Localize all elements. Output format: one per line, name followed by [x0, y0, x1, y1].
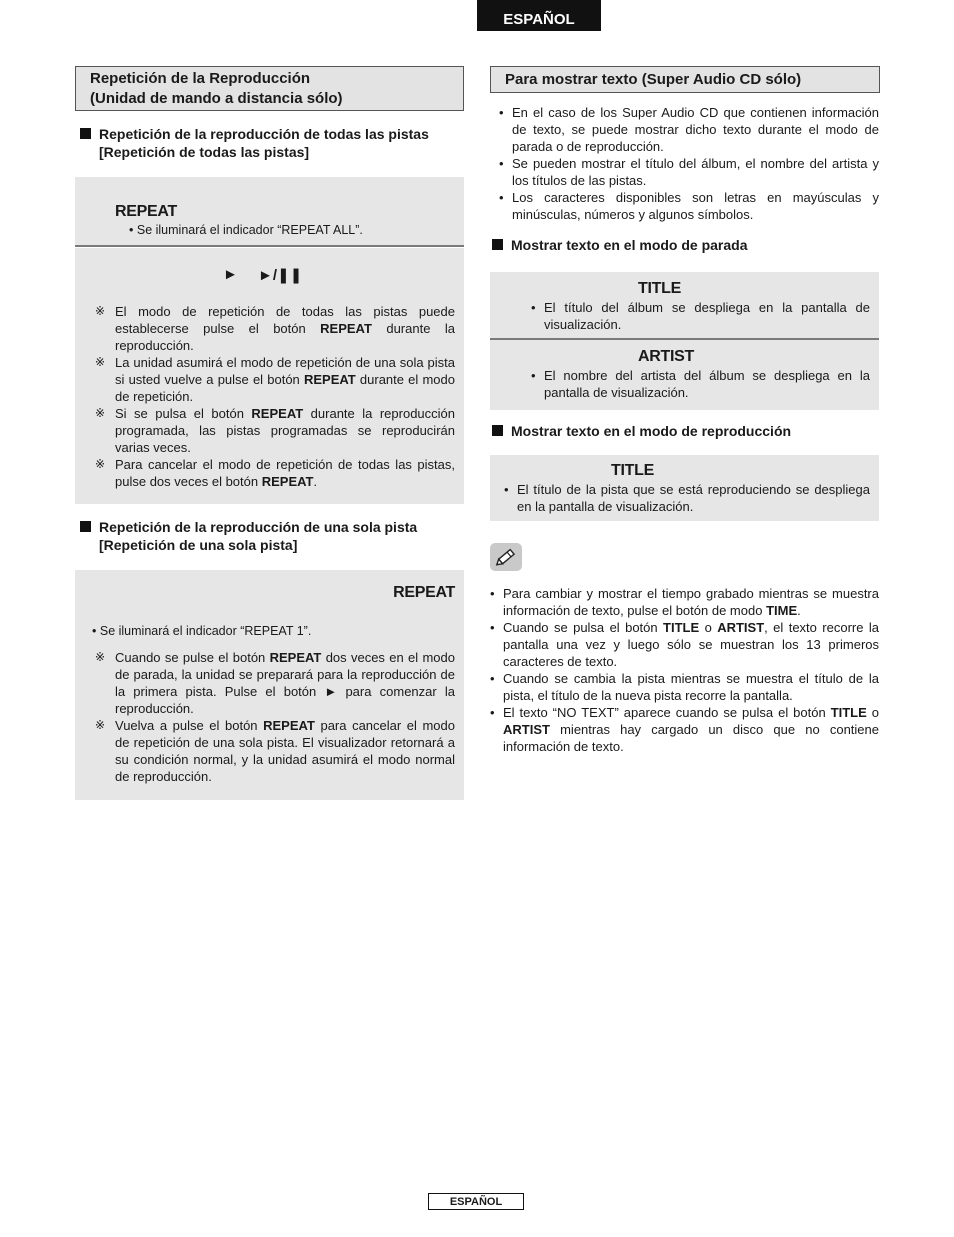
- subheading-all-tracks-line2: [Repetición de todas las pistas]: [99, 144, 310, 160]
- subheading-single-track-line2: [Repetición de una sola pista]: [99, 537, 298, 553]
- section-header-text-display: [490, 66, 880, 93]
- intro-bullets: [498, 104, 879, 223]
- subheading-all-tracks: [80, 125, 460, 161]
- square-bullet-icon: [492, 239, 503, 250]
- note-item: ※ El modo de repetición de todas las pistas puede establecerse pulse el botón REPEAT durante la reproducción.: [95, 304, 455, 353]
- section-title-line1: Repetición de la Reproducción: [90, 70, 311, 87]
- subheading-single-track: [80, 518, 460, 554]
- note-item: • Cuando se pulsa el botón TITLE o ARTIST, el texto recorre la pantalla una vez y luego sólo se muestran los 13 primeros caracteres de texto.: [489, 619, 879, 670]
- subheading-single-track-line1: Repetición de la reproducción de una sola pista: [99, 519, 418, 535]
- step1-bullet: • Se iluminará el indicador “REPEAT ALL”.: [129, 223, 363, 237]
- pencil-icon: [490, 543, 522, 571]
- play-title-bullet: [503, 481, 870, 515]
- section-header-repeat: [75, 66, 464, 111]
- step-box-repeat-one: [75, 570, 464, 800]
- step-box-repeat-all: [75, 177, 464, 245]
- repeat-key-label: REPEAT: [393, 584, 455, 601]
- intro-bullet: • Se pueden mostrar el título del álbum, el nombre del artista y los títulos de las pistas.: [498, 155, 879, 189]
- stop-title-bullet: [530, 299, 870, 333]
- play-icon: ►: [223, 266, 238, 283]
- language-tab-bottom: ESPAÑOL: [428, 1193, 524, 1210]
- note-item: • Cuando se cambia la pista mientras se muestra el título de la pista, el título de la nueva pista recorre la pantalla.: [489, 670, 879, 704]
- note-item: ※ Si se pulsa el botón REPEAT durante la reproducción programada, las pistas programadas se reproducirán varias veces.: [95, 406, 455, 455]
- section-title-text-display: Para mostrar texto (Super Audio CD sólo): [505, 71, 802, 88]
- title-key-label: TITLE: [611, 462, 654, 479]
- intro-bullet: • En el caso de los Super Audio CD que contienen información de texto, se puede mostrar dicho texto durante el modo de parada o de reproducción.: [498, 104, 879, 155]
- note-item: ※ Vuelva a pulse el botón REPEAT para cancelar el modo de repetición de una sola pista. El visualizador retornará a su condición normal, y la unidad asumirá el modo normal de reproducción.: [95, 718, 455, 784]
- stop-artist-bullet: [530, 367, 870, 401]
- square-bullet-icon: [80, 521, 91, 532]
- note-item: ※ Para cancelar el modo de repetición de todas las pistas, pulse dos veces el botón REPEAT.: [95, 457, 455, 489]
- bullet-item: • El título de la pista que se está reproduciendo se despliega en la pantalla de visualización.: [503, 481, 870, 515]
- note-item: ※ Cuando se pulse el botón REPEAT dos veces en el modo de parada, la unidad se preparará para la reproducción de la primera pista. Pulse el botón ► para comenzar la reproducción.: [95, 650, 455, 716]
- play-title-box: [490, 455, 879, 521]
- artist-key-label: ARTIST: [638, 348, 694, 365]
- stop-artist-box: [490, 340, 879, 410]
- intro-bullet: • Los caracteres disponibles son letras en mayúsculas y minúsculas, números y algunos símbolos.: [498, 189, 879, 223]
- bullet-item: • El nombre del artista del álbum se despliega en la pantalla de visualización.: [530, 367, 870, 401]
- stop-title-box: [490, 272, 879, 338]
- repeat-all-notes: [95, 303, 455, 490]
- subheading-play-mode: Mostrar texto en el modo de reproducción: [492, 422, 878, 440]
- section-title-line2: (Unidad de mando a distancia sólo): [90, 90, 343, 107]
- repeat-one-notes: [95, 649, 455, 785]
- step-box-play: [75, 248, 464, 504]
- subheading-all-tracks-line1: Repetición de la reproducción de todas las pistas: [99, 126, 429, 142]
- square-bullet-icon: [80, 128, 91, 139]
- bullet-item: • El título del álbum se despliega en la pantalla de visualización.: [530, 299, 870, 333]
- single-bullet: • Se iluminará el indicador “REPEAT 1”.: [92, 624, 312, 638]
- subheading-stop-mode: Mostrar texto en el modo de parada: [492, 236, 878, 254]
- play-pause-icon: ►/❚❚: [258, 267, 303, 284]
- title-key-label: TITLE: [638, 280, 681, 297]
- note-item: • El texto “NO TEXT” aparece cuando se pulsa el botón TITLE o ARTIST mientras hay cargado un disco que no contiene información de texto.: [489, 704, 879, 755]
- note-item: • Para cambiar y mostrar el tiempo grabado mientras se muestra información de texto, pulse el botón de modo TIME.: [489, 585, 879, 619]
- note-item: ※ La unidad asumirá el modo de repetición de una sola pista si usted vuelve a pulse el botón REPEAT durante el modo de repetición.: [95, 355, 455, 404]
- square-bullet-icon: [492, 425, 503, 436]
- text-display-notes: [489, 585, 879, 755]
- repeat-key-label: REPEAT: [115, 203, 177, 220]
- step-divider: [75, 245, 464, 247]
- language-tab-top: ESPAÑOL: [477, 0, 601, 31]
